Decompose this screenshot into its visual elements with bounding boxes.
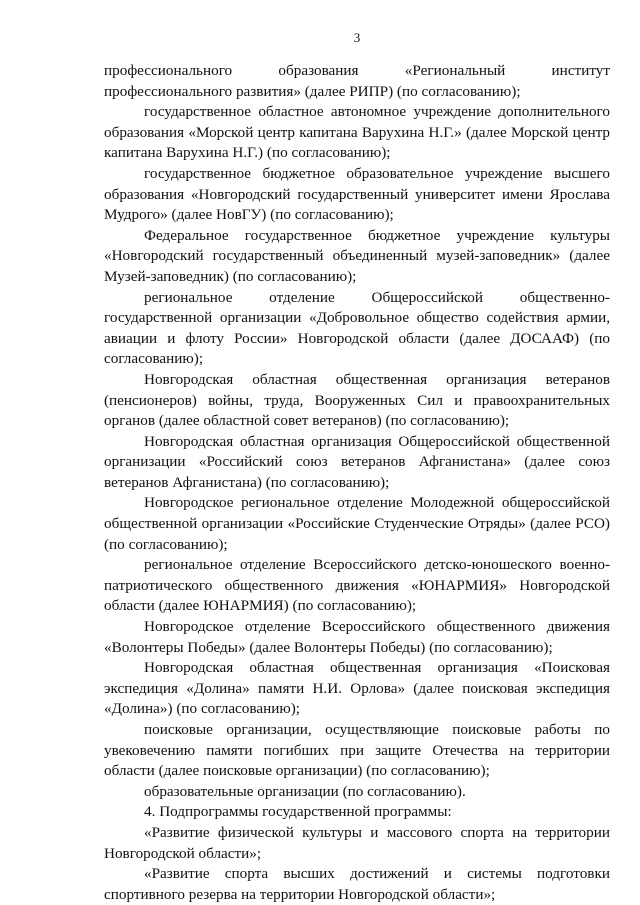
paragraph-museum: Федеральное государственное бюджетное учреждение культуры «Новгородский государственный объединенный музей-заповедник» (далее Музей-заповедник) (по согласованию);	[104, 226, 610, 285]
paragraph-dosaaf: региональное отделение Общероссийской общественно-государственной организации «Добровольное общество содействия армии, авиации и флоту России» Новгородской области (далее ДОСААФ) (по согласованию);	[104, 288, 610, 368]
paragraph-dolina: Новгородская областная общественная организация «Поисковая экспедиция «Долина» памяти Н.И. Орлова» (далее поисковая экспедиция «Долина») (по согласованию);	[104, 659, 610, 718]
paragraph-ripr: профессионального образования «Региональный институт профессионального развития» (далее РИПР) (по согласованию);	[104, 62, 610, 100]
paragraph-novgu: государственное бюджетное образовательное учреждение высшего образования «Новгородский государственный университет имени Ярослава Мудрого» (далее НовГУ) (по согласованию);	[104, 164, 610, 224]
paragraph-search-orgs: поисковые организации, осуществляющие поисковые работы по увековечению памяти погибших при защите Отечества на территории области (далее поисковые организации) (по согласованию);	[104, 721, 610, 780]
paragraph-afghan-veterans: Новгородская областная организация Общероссийской общественной организации «Российский союз ветеранов Афганистана» (далее союз ветеранов Афганистана) (по согласованию);	[104, 432, 610, 491]
paragraph-rso: Новгородское региональное отделение Молодежной общероссийской общественной организации «Российские Студенческие Отряды» (далее РСО) (по согласованию);	[104, 494, 610, 553]
paragraph-volunteers: Новгородское отделение Всероссийского общественного движения «Волонтеры Победы» (далее Волонтеры Победы) (по согласованию);	[104, 618, 610, 656]
paragraph-yunarmiya: региональное отделение Всероссийского детско-юношеского военно-патриотического общественного движения «ЮНАРМИЯ» Новгородской области (далее ЮНАРМИЯ) (по согласованию);	[104, 556, 610, 615]
page-number: 3	[353, 30, 361, 45]
paragraph-educational-orgs: образовательные организации (по согласованию).	[144, 782, 466, 800]
paragraph-subprogram-mass-sport: «Развитие физической культуры и массового спорта на территории Новгородской области»;	[104, 823, 610, 862]
paragraph-marine-center: государственное областное автономное учреждение дополнительного образования «Морской центр капитана Варухина Н.Г.» (далее Морской центр капитана Варухина Н.Г.) (по согласованию);	[104, 103, 610, 162]
paragraph-subprograms-heading: 4. Подпрограммы государственной программы:	[144, 803, 452, 821]
paragraph-veterans-council: Новгородская областная общественная организация ветеранов (пенсионеров) войны, труда, Вооруженных Сил и правоохранительных органов (далее областной совет ветеранов) (по согласованию);	[104, 370, 610, 430]
paragraph-subprogram-elite-sport: «Развитие спорта высших достижений и системы подготовки спортивного резерва на территории Новгородской области»;	[104, 865, 610, 903]
